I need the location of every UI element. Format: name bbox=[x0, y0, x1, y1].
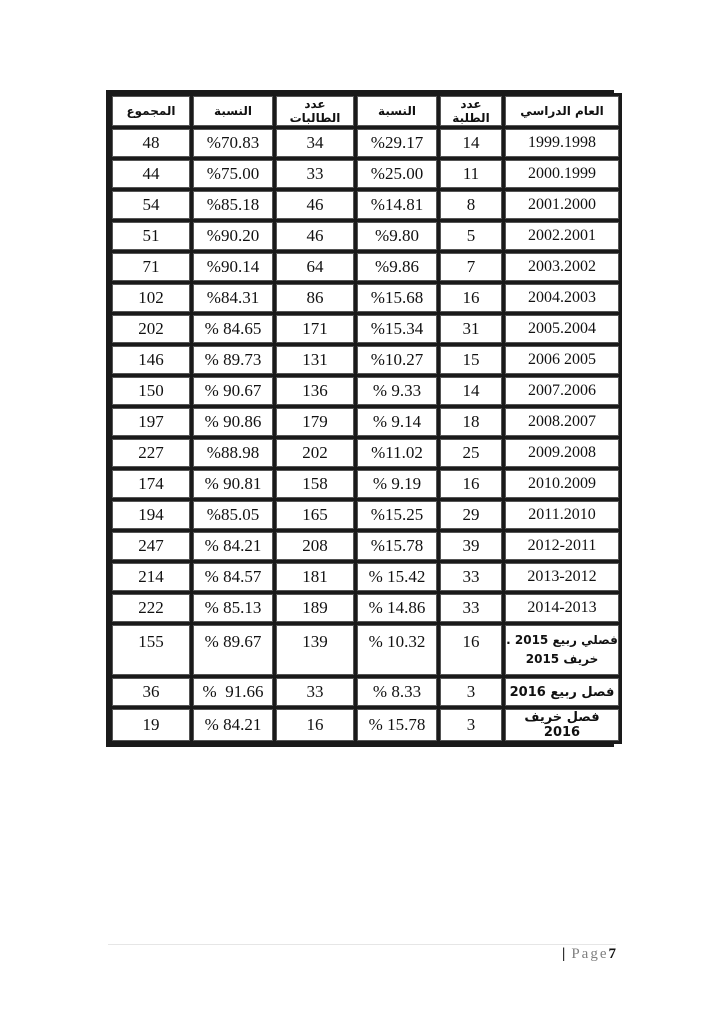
academic-year-cell: 2009.2008 bbox=[505, 439, 619, 467]
male-percentage-cell: % 15.42 bbox=[357, 563, 437, 591]
header-male-count: عدد الطلبة bbox=[440, 96, 502, 126]
table-row bbox=[112, 315, 619, 343]
male-count-cell: 5 bbox=[440, 222, 502, 250]
female-count-cell: 16 bbox=[276, 709, 354, 741]
total-cell: 227 bbox=[112, 439, 190, 467]
students-table-frame bbox=[106, 90, 618, 747]
female-percentage-cell: %70.83 bbox=[193, 129, 273, 157]
academic-year-cell: 2012-2011 bbox=[505, 532, 619, 560]
male-percentage-cell: %9.86 bbox=[357, 253, 437, 281]
male-percentage-cell: % 9.33 bbox=[357, 377, 437, 405]
male-count-cell: 3 bbox=[440, 709, 502, 741]
female-count-cell: 86 bbox=[276, 284, 354, 312]
header-academic-year: العام الدراسي bbox=[505, 96, 619, 126]
academic-year-cell bbox=[505, 625, 619, 675]
female-percentage-cell: %85.05 bbox=[193, 501, 273, 529]
male-percentage-cell: % 14.86 bbox=[357, 594, 437, 622]
table-row bbox=[112, 377, 619, 405]
male-percentage-cell: % 9.19 bbox=[357, 470, 437, 498]
female-count-cell: 136 bbox=[276, 377, 354, 405]
total-cell: 247 bbox=[112, 532, 190, 560]
table-row bbox=[112, 129, 619, 157]
female-percentage-cell: % 90.67 bbox=[193, 377, 273, 405]
female-percentage-cell: % 91.66 bbox=[193, 678, 273, 706]
table-row bbox=[112, 678, 619, 706]
female-percentage-cell: % 89.67 bbox=[193, 625, 273, 675]
male-percentage-cell: %15.25 bbox=[357, 501, 437, 529]
female-percentage-cell: %90.14 bbox=[193, 253, 273, 281]
male-percentage-cell: %14.81 bbox=[357, 191, 437, 219]
male-percentage-cell: %9.80 bbox=[357, 222, 437, 250]
page-label: Page bbox=[571, 946, 609, 962]
female-count-cell: 46 bbox=[276, 222, 354, 250]
female-percentage-cell: %88.98 bbox=[193, 439, 273, 467]
male-count-cell: 33 bbox=[440, 563, 502, 591]
table-row bbox=[112, 625, 619, 675]
table-row bbox=[112, 532, 619, 560]
students-statistics-table bbox=[109, 93, 622, 744]
table-row bbox=[112, 408, 619, 436]
female-count-cell: 181 bbox=[276, 563, 354, 591]
female-count-cell: 202 bbox=[276, 439, 354, 467]
female-percentage-cell: %84.31 bbox=[193, 284, 273, 312]
female-count-cell: 189 bbox=[276, 594, 354, 622]
academic-year-cell: 2013-2012 bbox=[505, 563, 619, 591]
table-row bbox=[112, 709, 619, 741]
total-cell: 71 bbox=[112, 253, 190, 281]
male-count-cell: 16 bbox=[440, 625, 502, 675]
table-row bbox=[112, 346, 619, 374]
header-female-count: عدد الطالبات bbox=[276, 96, 354, 126]
female-count-cell: 64 bbox=[276, 253, 354, 281]
table-row bbox=[112, 160, 619, 188]
header-male-percentage: النسبة bbox=[357, 96, 437, 126]
male-count-cell: 31 bbox=[440, 315, 502, 343]
academic-year-cell: 2008.2007 bbox=[505, 408, 619, 436]
male-count-cell: 7 bbox=[440, 253, 502, 281]
academic-year-cell: 2000.1999 bbox=[505, 160, 619, 188]
female-count-cell: 34 bbox=[276, 129, 354, 157]
male-percentage-cell: %25.00 bbox=[357, 160, 437, 188]
total-cell: 44 bbox=[112, 160, 190, 188]
male-percentage-cell: % 9.14 bbox=[357, 408, 437, 436]
male-count-cell: 18 bbox=[440, 408, 502, 436]
table-row bbox=[112, 191, 619, 219]
male-count-cell: 29 bbox=[440, 501, 502, 529]
academic-year-line-2: خريف 2015 bbox=[525, 652, 599, 666]
academic-year-cell: 1999.1998 bbox=[505, 129, 619, 157]
male-percentage-cell: % 15.78 bbox=[357, 709, 437, 741]
male-percentage-cell: %29.17 bbox=[357, 129, 437, 157]
table-row bbox=[112, 563, 619, 591]
female-percentage-cell: % 90.81 bbox=[193, 470, 273, 498]
male-count-cell: 16 bbox=[440, 284, 502, 312]
male-percentage-cell: % 10.32 bbox=[357, 625, 437, 675]
table-row bbox=[112, 222, 619, 250]
female-percentage-cell: % 85.13 bbox=[193, 594, 273, 622]
academic-year-cell: 2007.2006 bbox=[505, 377, 619, 405]
female-percentage-cell: % 90.86 bbox=[193, 408, 273, 436]
female-percentage-cell: % 84.57 bbox=[193, 563, 273, 591]
footer-divider bbox=[108, 944, 616, 945]
male-percentage-cell: %15.68 bbox=[357, 284, 437, 312]
table-row bbox=[112, 439, 619, 467]
male-count-cell: 15 bbox=[440, 346, 502, 374]
total-cell: 36 bbox=[112, 678, 190, 706]
total-cell: 54 bbox=[112, 191, 190, 219]
total-cell: 150 bbox=[112, 377, 190, 405]
male-percentage-cell: % 8.33 bbox=[357, 678, 437, 706]
female-count-cell: 179 bbox=[276, 408, 354, 436]
academic-year-cell: فصل خريف 2016 bbox=[505, 709, 619, 741]
academic-year-line-1: فصلي ربيع 2015 . bbox=[506, 632, 618, 647]
total-cell: 19 bbox=[112, 709, 190, 741]
male-percentage-cell: %15.34 bbox=[357, 315, 437, 343]
table-header-row bbox=[112, 96, 619, 126]
total-cell: 51 bbox=[112, 222, 190, 250]
female-percentage-cell: % 84.21 bbox=[193, 532, 273, 560]
male-count-cell: 8 bbox=[440, 191, 502, 219]
male-count-cell: 14 bbox=[440, 129, 502, 157]
table-row bbox=[112, 501, 619, 529]
female-percentage-cell: % 84.21 bbox=[193, 709, 273, 741]
page-footer bbox=[562, 946, 616, 963]
female-count-cell: 158 bbox=[276, 470, 354, 498]
header-female-percentage: النسبة bbox=[193, 96, 273, 126]
male-count-cell: 3 bbox=[440, 678, 502, 706]
male-count-cell: 39 bbox=[440, 532, 502, 560]
female-count-cell: 46 bbox=[276, 191, 354, 219]
total-cell: 146 bbox=[112, 346, 190, 374]
table-row bbox=[112, 284, 619, 312]
total-cell: 102 bbox=[112, 284, 190, 312]
header-total: المجموع bbox=[112, 96, 190, 126]
male-count-cell: 33 bbox=[440, 594, 502, 622]
male-count-cell: 16 bbox=[440, 470, 502, 498]
female-count-cell: 165 bbox=[276, 501, 354, 529]
female-count-cell: 208 bbox=[276, 532, 354, 560]
academic-year-cell: 2010.2009 bbox=[505, 470, 619, 498]
academic-year-cell: 2005.2004 bbox=[505, 315, 619, 343]
total-cell: 197 bbox=[112, 408, 190, 436]
academic-year-cell: 2004.2003 bbox=[505, 284, 619, 312]
table-row bbox=[112, 253, 619, 281]
male-percentage-cell: %15.78 bbox=[357, 532, 437, 560]
total-cell: 48 bbox=[112, 129, 190, 157]
academic-year-cell: 2003.2002 bbox=[505, 253, 619, 281]
female-percentage-cell: %85.18 bbox=[193, 191, 273, 219]
academic-year-cell: فصل ربيع 2016 bbox=[505, 678, 619, 706]
total-cell: 194 bbox=[112, 501, 190, 529]
total-cell: 155 bbox=[112, 625, 190, 675]
female-count-cell: 139 bbox=[276, 625, 354, 675]
table-row bbox=[112, 594, 619, 622]
academic-year-cell: 2011.2010 bbox=[505, 501, 619, 529]
footer-separator: | bbox=[562, 946, 568, 962]
academic-year-cell: 2002.2001 bbox=[505, 222, 619, 250]
total-cell: 202 bbox=[112, 315, 190, 343]
page-number: 7 bbox=[608, 946, 616, 962]
total-cell: 222 bbox=[112, 594, 190, 622]
table-row bbox=[112, 470, 619, 498]
male-count-cell: 25 bbox=[440, 439, 502, 467]
male-percentage-cell: %10.27 bbox=[357, 346, 437, 374]
academic-year-cell: 2014-2013 bbox=[505, 594, 619, 622]
male-count-cell: 14 bbox=[440, 377, 502, 405]
male-percentage-cell: %11.02 bbox=[357, 439, 437, 467]
total-cell: 174 bbox=[112, 470, 190, 498]
female-percentage-cell: % 84.65 bbox=[193, 315, 273, 343]
female-percentage-cell: %90.20 bbox=[193, 222, 273, 250]
female-count-cell: 131 bbox=[276, 346, 354, 374]
female-percentage-cell: % 89.73 bbox=[193, 346, 273, 374]
academic-year-cell: 2006 2005 bbox=[505, 346, 619, 374]
female-count-cell: 33 bbox=[276, 160, 354, 188]
female-percentage-cell: %75.00 bbox=[193, 160, 273, 188]
female-count-cell: 171 bbox=[276, 315, 354, 343]
male-count-cell: 11 bbox=[440, 160, 502, 188]
female-count-cell: 33 bbox=[276, 678, 354, 706]
academic-year-cell: 2001.2000 bbox=[505, 191, 619, 219]
total-cell: 214 bbox=[112, 563, 190, 591]
